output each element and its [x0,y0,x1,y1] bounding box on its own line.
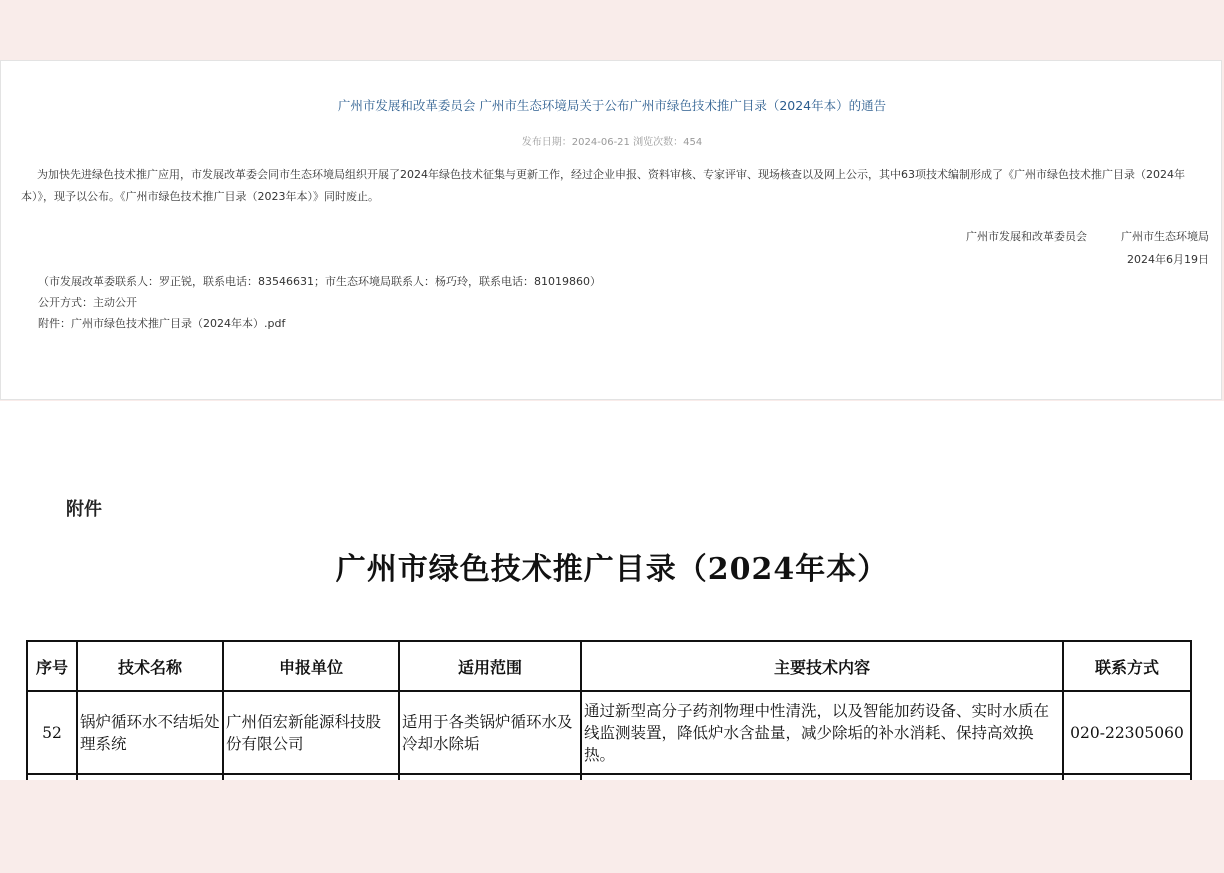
notice-title: 广州市发展和改革委员会 广州市生态环境局关于公布广州市绿色技术推广目录（2024年本）的通告 [337,98,887,113]
document-title: 广州市绿色技术推广目录（2024年本） [335,552,889,587]
notice-date: 2024年6月19日 [1127,253,1209,266]
tech-table [26,640,1192,786]
attachment-link[interactable]: 附件：广州市绿色技术推广目录（2024年本）.pdf [38,317,286,330]
cell-content: 通过新型高分子药剂物理中性清洗，以及智能加药设备、实时水质在线监测装置，降低炉水含盐量，减少除垢的补水消耗、保持高效换热。 [581,691,1063,774]
publish-meta: 发布日期：2024-06-21 浏览次数：454 [521,137,703,148]
table-row [27,691,1191,774]
cell-contact: 020-22305060 [1063,691,1191,774]
attachment-label: 附件 [66,499,102,520]
bottom-margin [0,780,1224,873]
top-margin [0,0,1224,60]
attachment-document [0,401,1224,780]
cell-no: 52 [27,691,77,774]
table-header-row [27,641,1191,691]
notice-card [0,60,1222,400]
cell-scope: 适用于各类锅炉循环水及冷却水除垢 [399,691,581,774]
notice-signers [966,228,1209,244]
header-name: 技术名称 [77,641,223,691]
signer-ndrc: 广州市发展和改革委员会 [966,230,1087,243]
contact-line: （市发展改革委联系人：罗正锐，联系电话：83546631；市生态环境局联系人：杨巧玲，联系电话：81019860） [38,275,601,288]
header-contact: 联系方式 [1063,641,1191,691]
cell-name: 锅炉循环水不结垢处理系统 [77,691,223,774]
header-content: 主要技术内容 [581,641,1063,691]
cell-unit: 广州佰宏新能源科技股份有限公司 [223,691,399,774]
notice-body: 为加快先进绿色技术推广应用，市发展改革委会同市生态环境局组织开展了2024年绿色技术征集与更新工作，经过企业申报、资料审核、专家评审、现场核查以及网上公示，其中63项技术编制形成了《广州市绿色技术推广目录（2024年本）》，现予以公布。《广州市绿色技术推广目录（2023年本）》同时废止。 [21,168,1185,203]
header-no: 序号 [27,641,77,691]
signer-eeb: 广州市生态环境局 [1121,230,1209,243]
disclosure-line: 公开方式：主动公开 [38,296,137,309]
header-unit: 申报单位 [223,641,399,691]
header-scope: 适用范围 [399,641,581,691]
